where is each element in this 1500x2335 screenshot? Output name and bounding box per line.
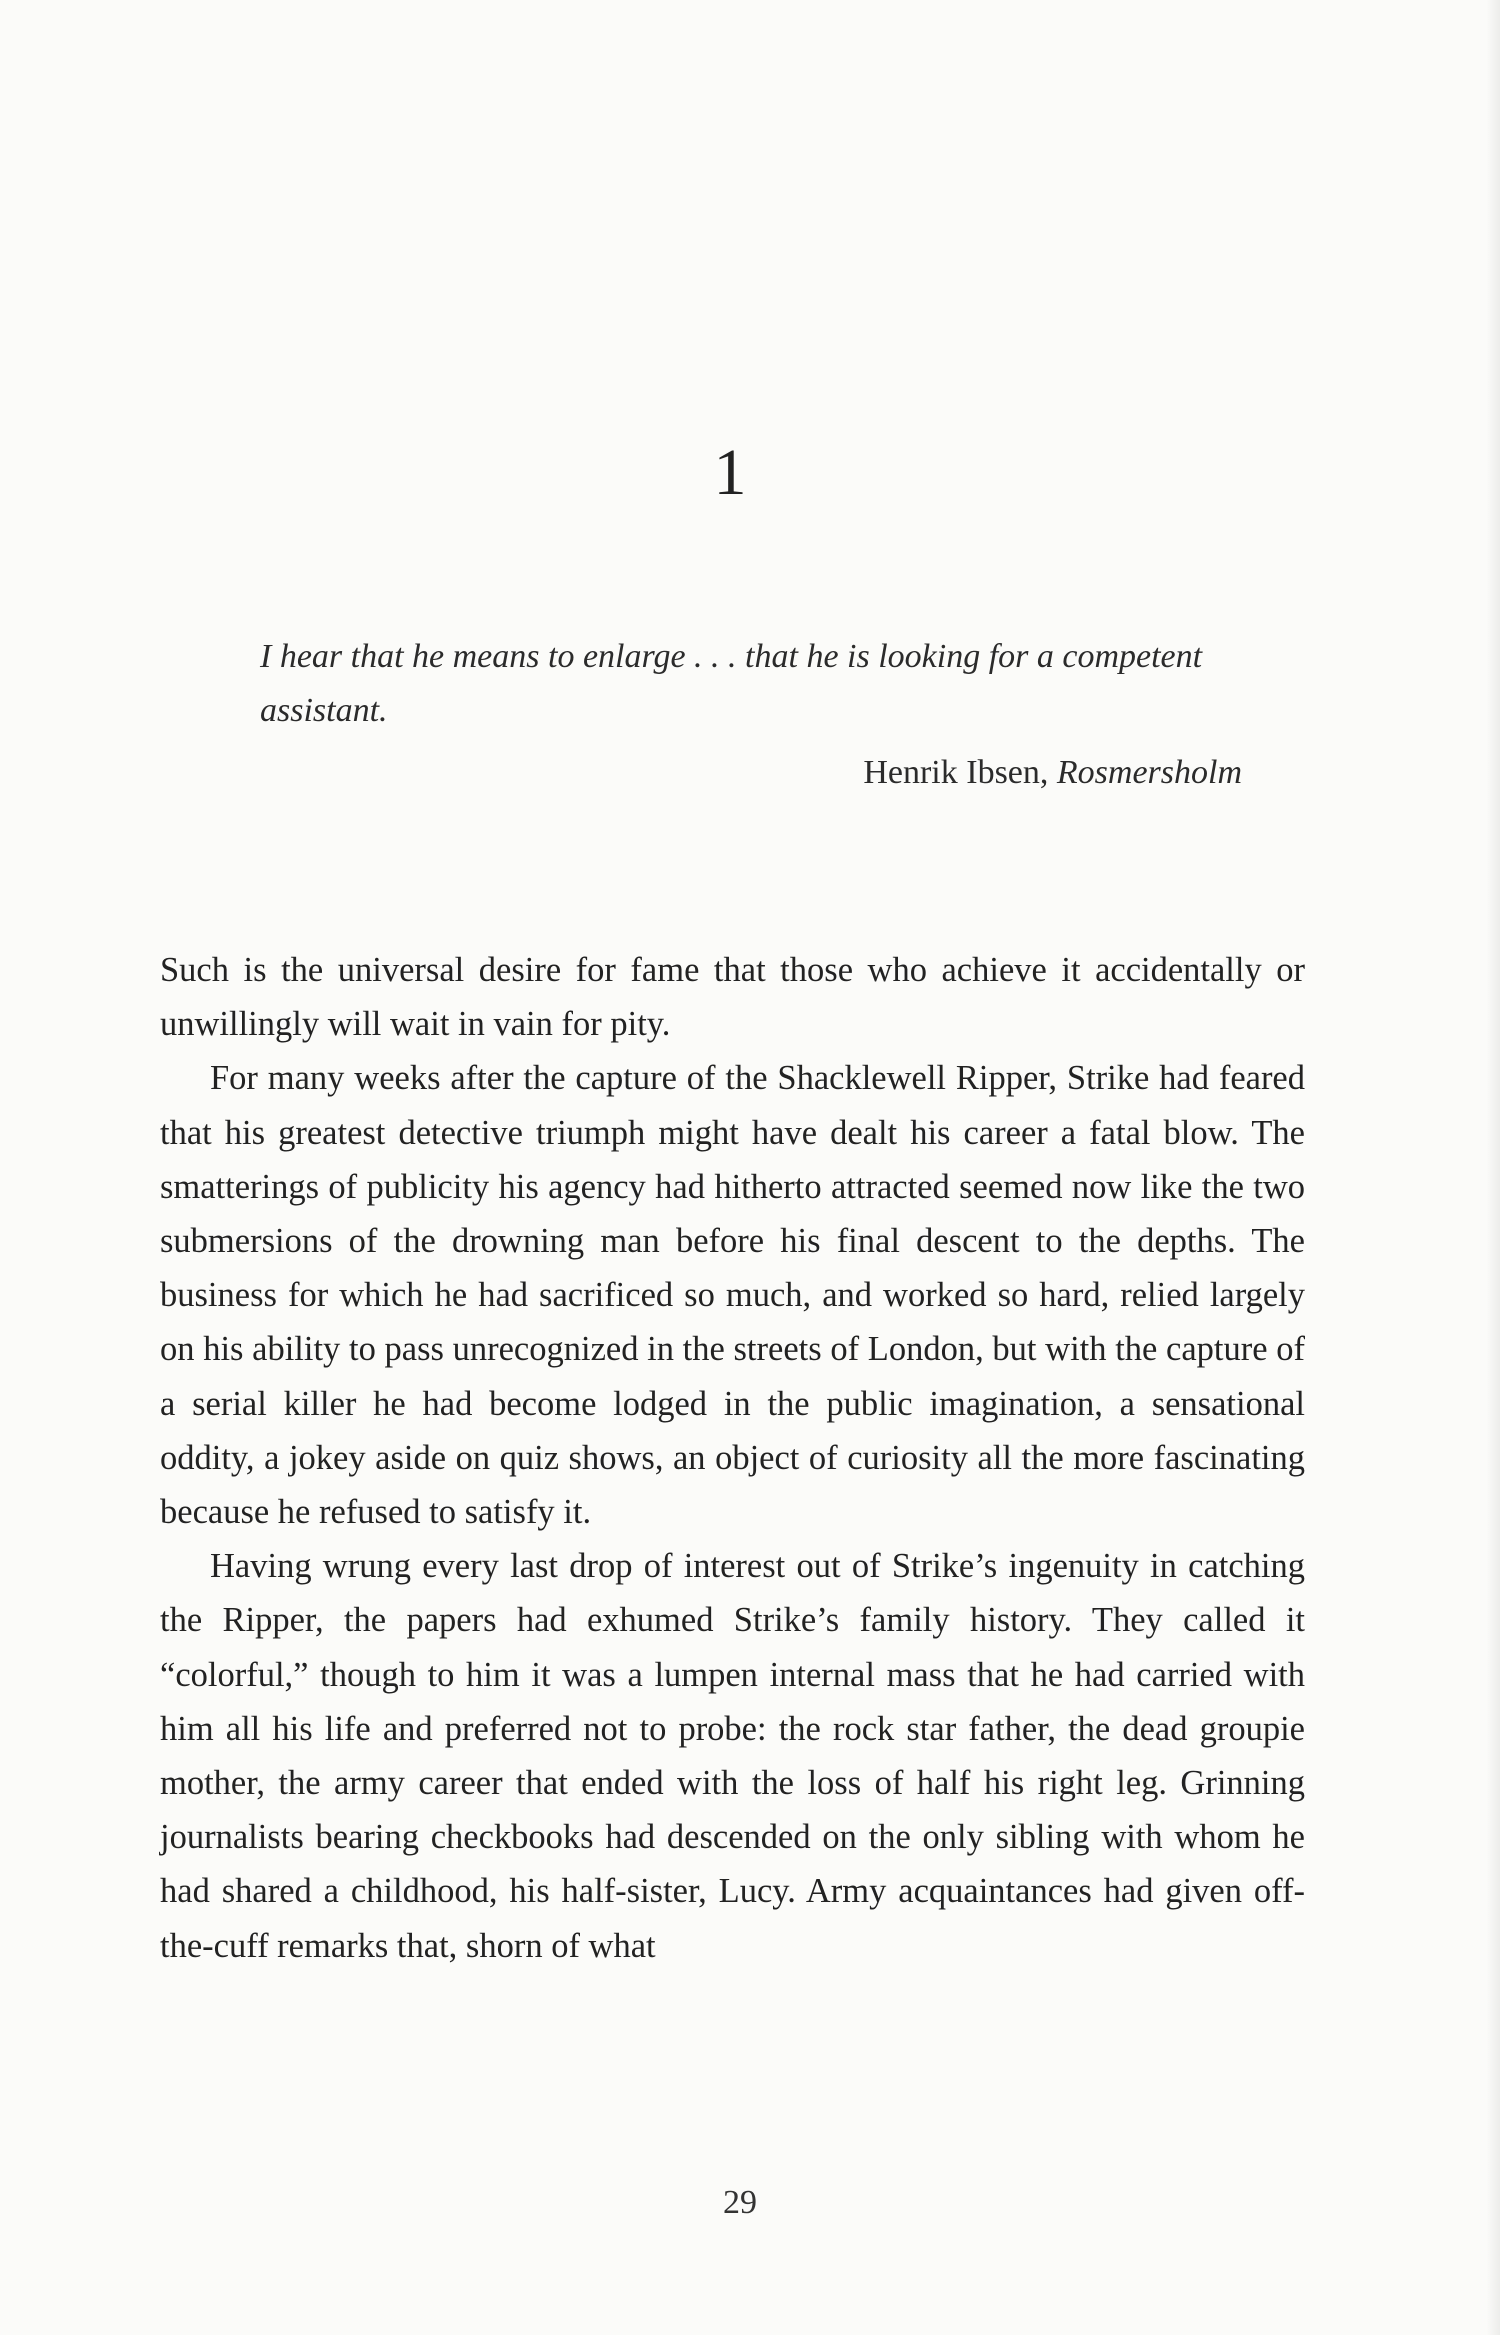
epigraph [260,630,1250,800]
page-number: 29 [723,2184,757,2221]
epigraph-work-title: Rosmersholm [1056,754,1242,791]
paragraph: Having wrung every last drop of interest out of Strike’s ingenuity in catching the Ripper, the papers had exhumed Strike’s family history. They called it “colorful,” though to him it was a lumpen internal mass that he had carried with him all his life and preferred not to probe: the rock star father, the dead groupie mother, the army career that ended with the loss of half his right leg. Grinning journalists bearing checkbooks had descended on the only sibling with whom he had shared a childhood, his half-sister, Lucy. Army acquaintances had given off-the-cuff remarks that, shorn of what [160,1547,1305,1965]
paragraph: For many weeks after the capture of the Shacklewell Ripper, Strike had feared that his greatest detective triumph might have dealt his career a fatal blow. The smatterings of publicity his agency had hitherto attracted seemed now like the two submersions of the drowning man before his final descent to the depths. The business for which he had sacrificed so much, and worked so hard, relied largely on his ability to pass unrecognized in the streets of London, but with the capture of a serial killer he had become lodged in the public imagination, a sensational oddity, a jokey aside on quiz shows, an object of curiosity all the more fascinating because he refused to satisfy it. [160,1059,1305,1532]
chapter-body [160,943,1305,1973]
paragraph: Such is the universal desire for fame that those who achieve it accidentally or unwillingly will wait in vain for pity. [160,951,1305,1044]
page-edge-shadow [1486,0,1500,2335]
epigraph-author: Henrik Ibsen, [863,754,1049,791]
chapter-number: 1 [713,436,747,509]
epigraph-attribution [260,746,1250,800]
epigraph-quote: I hear that he means to enlarge . . . that he is looking for a competent assistant. [260,638,1203,729]
